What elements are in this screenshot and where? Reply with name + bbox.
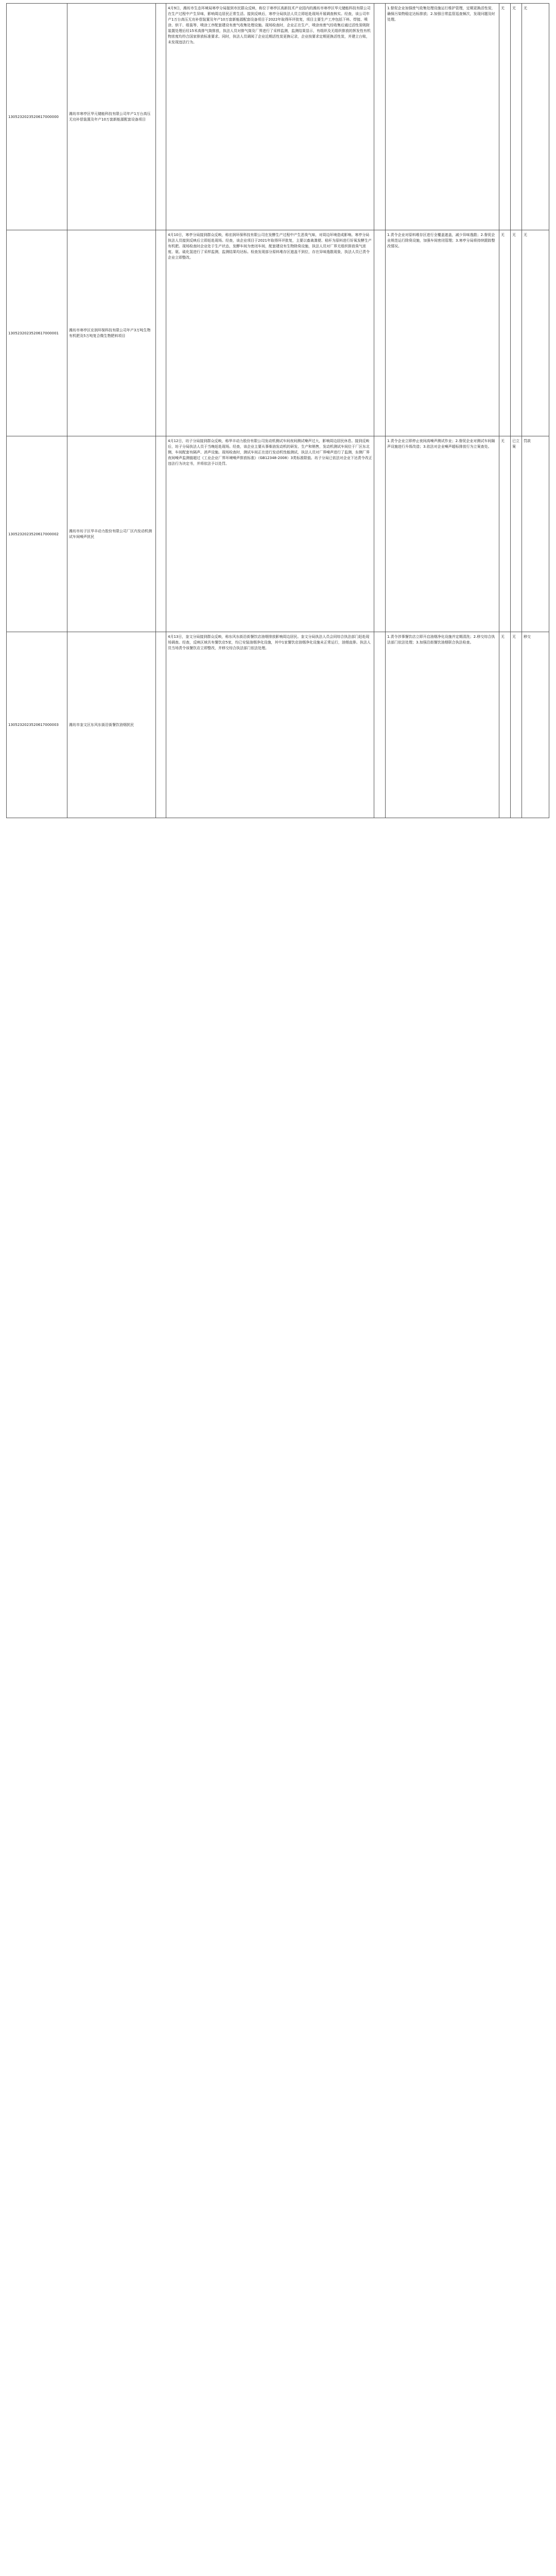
extra-1: 无 [499,230,510,436]
type-cell [374,436,385,632]
type-cell [374,632,385,818]
complaint-table [6,3,549,2576]
type-cell [374,230,385,436]
handling-measures: 1.督促企业加强废气收集处理设施运行维护管理，定期更换活性炭，确保污染物稳定达标排放；2.加强日常监管巡查频次，发现问题及时处理。 [385,4,499,230]
project-name: 潍坊市寒亭区华元储能科技有限公司年产1万台高压无功补偿装置及年产10万套新能源配套设备项目 [67,4,155,230]
investigation-details: 4月10日，寒亭分局接到群众反映，称宏润环保科技有限公司在发酵生产过程中产生恶臭气味，对周边环境造成影响。寒亭分局执法人员接到反映后立即赶赴现场。经查，该企业项目于2021年取得环评批复，主要以畜禽粪便、秸秆为原料进行好氧发酵生产有机肥。现场检查时企业处于生产状态，发酵车间为密闭车间，配套建设有生物除臭设施，执法人员对厂界无组织排放臭气浓度、氨、硫化氢进行了采样监测，监测结果均达标。检查发现部分原料堆存区遮盖不到位，存在异味逸散现象，执法人员已责令企业立即整改。 [166,230,374,436]
option-cell [155,4,166,230]
extra-3: 罚款 [522,436,549,632]
project-name: 潍坊市坊子区华丰动力股份有限公司厂区内发动机测试车间噪声扰民 [67,436,155,632]
extra-2: 已立案 [510,436,522,632]
table-row [6,230,549,436]
extra-2: 无 [510,632,522,818]
type-cell [374,4,385,230]
handling-measures: 1.责令涉事餐饮店立即开启油烟净化设施并定期清洗；2.移交综合执法部门依法处理；3.加强沿街餐饮油烟联合执法检查。 [385,632,499,818]
option-cell [155,632,166,818]
investigation-details: 4月9日，潍坊市生态环境局寒亭分局接到市民群众反映，称位于寒亭区高新技术产业园内的潍坊市寒亭区华元储能科技有限公司在生产过程中产生异味，影响周边居民正常生活。接到反映后，寒亭分局执法人员立即赶赴现场开展调查核实。经查，该公司年产1万台高压无功补偿装置及年产10万套新能源配套设备项目于2022年取得环评批复，项目主要生产工序包括下料、焊接、喷涂、烘干、组装等，喷涂工序配套建设有废气收集处理设施。现场检查时，企业正在生产，喷涂房废气经收集后通过活性炭吸附装置处理后经15米高排气筒排放，执法人员对排气筒及厂界进行了采样监测，监测结果显示，有组织及无组织排放的挥发性有机物浓度均符合国家排放标准要求。同时，执法人员调阅了企业近期活性炭更换记录，企业按要求定期更换活性炭，并建立台账，未发现违法行为。 [166,4,374,230]
extra-1: 无 [499,4,510,230]
handling-measures: 1.责令企业对原料堆存区进行全覆盖遮盖，减少异味逸散；2.督促企业规范运行除臭设施，加强车间密闭管理；3.寒亭分局将持续跟踪整改情况。 [385,230,499,436]
investigation-details: 4月12日，坊子分局接到群众反映，称华丰动力股份有限公司发动机测试车间夜间测试噪声过大，影响周边居民休息。接到反映后，坊子分局执法人员于当晚赶赴现场。经查，该企业主要从事柴油发动机的研发、生产和销售，发动机测试车间位于厂区东北侧，车间配套有隔声、消声设施。现场检查时，测试车间正在进行发动机性能测试，执法人员对厂界噪声进行了监测，东侧厂界夜间噪声监测值超过《工业企业厂界环境噪声排放标准》（GB12348-2008）3类标准限值。坊子分局已依法对企业下达责令改正违法行为决定书，并将依法予以处罚。 [166,436,374,632]
option-cell [155,436,166,632]
project-name: 潍坊市寒亭区宏润环保科技有限公司年产3万吨生物有机肥及5万吨复合微生物肥料项目 [67,230,155,436]
extra-3: 移交 [522,632,549,818]
extra-2: 无 [510,4,522,230]
extra-3: 无 [522,4,549,230]
extra-1: 无 [499,632,510,818]
record-id: 1305232023520617000002 [6,436,67,632]
table-row [6,632,549,818]
record-id: 1305232023520617000003 [6,632,67,818]
table-row [6,436,549,632]
option-cell [155,230,166,436]
table-row [6,3,549,230]
extra-1: 无 [499,436,510,632]
extra-2: 无 [510,230,522,436]
record-id: 1305232023520617000001 [6,230,67,436]
handling-measures: 1.责令企业立即停止夜间高噪声测试作业；2.督促企业对测试车间隔声设施进行升级改造；3.依法对企业噪声超标排放行为立案查处。 [385,436,499,632]
extra-3: 无 [522,230,549,436]
investigation-details: 4月13日，奎文分局接到群众反映，称东风东街沿街餐饮店油烟排放影响周边居民。奎文分局执法人员会同综合执法部门赶赴现场调查。经查，反映区域共有餐饮店5家，均已安装油烟净化设施，其中1家餐饮店油烟净化设施未正常运行，油烟直排。执法人员当场责令该餐饮店立即整改，并移交综合执法部门依法处理。 [166,632,374,818]
project-name: 潍坊市奎文区东风东街沿街餐饮油烟扰民 [67,632,155,818]
record-id: 1305232023520617000000 [6,4,67,230]
